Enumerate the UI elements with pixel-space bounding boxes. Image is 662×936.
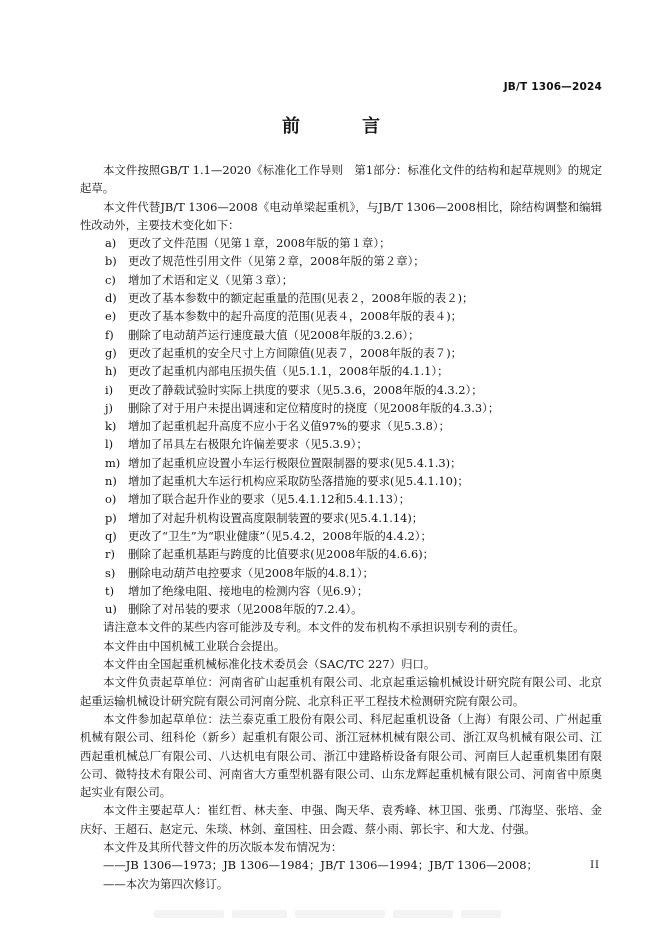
list-item-text: 增加了绝缘电阻、接地电的检测内容（见6.9）； [128, 583, 369, 598]
change-list-item [80, 344, 602, 362]
list-item-text: 更改了基本参数中的起升高度的范围(见表４，2008年版的表４)； [128, 309, 463, 324]
list-item-marker: l) [105, 437, 114, 452]
change-list-item [80, 564, 602, 582]
list-item-text: 更改了“卫生”为“职业健康”（见5.4.2，2008年版的4.4.2）； [128, 528, 432, 543]
document-code-header: JB/T 1306—2024 [503, 81, 602, 93]
list-item-text: 删除电动葫芦电控要求（见2008年版的4.8.1）； [128, 565, 374, 580]
history-item: ——本次为第四次修订。 [103, 876, 229, 891]
change-list-item [80, 417, 602, 435]
change-list-item [80, 454, 602, 472]
list-item-text: 增加了术语和定义（见第３章）； [128, 272, 294, 287]
list-item-text: 更改了规范性引用文件（见第２章，2008年版的第２章）； [128, 254, 425, 269]
change-list-item [80, 472, 602, 490]
change-list-item [80, 545, 602, 563]
paragraph: 请注意本文件的某些内容可能涉及专利。本文件的发布机构不承担识别专利的责任。 [103, 620, 525, 635]
list-item-text: 增加了起重机大车运行机构应采取防坠落措施的要求(见5.4.1.10)； [128, 474, 469, 489]
list-item-marker: a) [105, 236, 117, 251]
list-item-text: 增加了起重机起升高度不应小于名义值97%的要求（见5.3.8）； [128, 419, 450, 434]
list-item-text: 增加了对起升机构设置高度限制装置的要求(见5.4.1.14)； [128, 510, 424, 525]
change-list-item [80, 527, 602, 545]
list-item-marker: e) [105, 309, 117, 324]
paragraph: 本文件负责起草单位：河南省矿山起重机有限公司、北京起重运输机械设计研究院有限公司、北京起重运输机械设计研究院有限公司河南分院、北京科正平工程技术检测研究院有限公司。 [80, 675, 602, 708]
bottom-paragraphs [80, 618, 602, 856]
list-item-text: 增加了吊具左右极限允许偏差要求（见5.3.9）； [128, 437, 368, 452]
list-item-marker: q) [105, 528, 117, 543]
change-list-item [80, 381, 602, 399]
change-list-item [80, 289, 602, 307]
list-item-marker: u) [105, 602, 117, 617]
change-list-item [80, 509, 602, 527]
faint-watermark [150, 906, 510, 920]
change-list-item [80, 234, 602, 252]
change-list-item [80, 252, 602, 270]
list-item-marker: o) [105, 492, 117, 507]
list-item-marker: r) [105, 547, 115, 562]
list-item-text: 增加了联合起升作业的要求（见5.4.1.12和5.4.1.13）； [128, 492, 411, 507]
history-list [80, 856, 602, 893]
list-item-marker: t) [105, 583, 115, 598]
paragraph: 本文件代替JB/T 1306—2008《电动单梁起重机》，与JB/T 1306—2008相比，除结构调整和编辑性改动外，主要技术变化如下： [80, 199, 602, 232]
list-item-text: 更改了基本参数中的额定起重量的范围(见表２，2008年版的表２)； [128, 291, 474, 306]
change-list-item [80, 399, 602, 417]
list-item-marker: j) [105, 400, 113, 415]
list-item-text: 删除了对于用户未提出调速和定位精度时的挠度（见2008年版的4.3.3）； [128, 400, 500, 415]
page-number: II [590, 860, 600, 871]
change-list-item [80, 362, 602, 380]
list-item-text: 删除了电动葫芦运行速度最大值（见2008年版的3.2.6）； [128, 327, 420, 342]
list-item-text: 增加了起重机应设置小车运行极限位置限制器的要求(见5.4.1.3)； [128, 455, 462, 470]
change-list-item [80, 307, 602, 325]
paragraph: 本文件主要起草人：崔红哲、林夫奎、申强、陶天华、袁秀峰、林卫国、张勇、邝海坚、张培、金庆好、王超石、赵定元、朱琰、林剑、童国柱、田会霞、蔡小雨、郭长宇、和大龙、付强。 [80, 803, 602, 836]
paragraph: 本文件由全国起重机械标准化技术委员会（SAC/TC 227）归口。 [103, 657, 436, 672]
list-item-text: 删除了起重机基距与跨度的比值要求(见2008年版的4.6.6)； [128, 547, 435, 562]
paragraph: 本文件按照GB/T 1.1—2020《标准化工作导则 第1部分：标准化文件的结构和起草规则》的规定起草。 [80, 163, 602, 196]
list-item-marker: s) [105, 565, 116, 580]
paragraph: 本文件由中国机械工业联合会提出。 [103, 638, 286, 653]
paragraph: 本文件参加起草单位：法兰泰克重工股份有限公司、科尼起重机设备（上海）有限公司、广州起重机械有限公司、纽科伦（新乡）起重机有限公司、浙江冠林机械有限公司、浙江双鸟机械有限公司、江西起重机械总厂有限公司、八达机电有限公司、浙江中建路桥设备有限公司、河南巨人起重机集团有限公司、微特技术有限公司、河南省大方重型机器有限公司、山东龙辉起重机械有限公司、河南省中原奥起实业有限公司。 [80, 711, 602, 800]
change-list-item [80, 271, 602, 289]
document-body [80, 161, 602, 893]
change-list [80, 234, 602, 618]
list-item-text: 更改了文件范围（见第１章，2008年版的第１章）； [128, 236, 391, 251]
list-item-marker: n) [105, 474, 117, 489]
change-list-item [80, 582, 602, 600]
paragraph: 本文件及其所代替文件的历次版本发布情况为： [103, 839, 343, 854]
list-item-marker: b) [105, 254, 117, 269]
list-item-text: 更改了静载试验时实际上拱度的要求（见5.3.6，2008年版的4.3.2）； [128, 382, 483, 397]
list-item-text: 删除了对吊装的要求（见2008年版的7.2.4）。 [128, 602, 363, 617]
list-item-marker: k) [105, 419, 117, 434]
change-list-item [80, 435, 602, 453]
list-item-marker: d) [105, 291, 117, 306]
change-list-item [80, 600, 602, 618]
history-item: ——JB 1306—1973；JB 1306—1984；JB/T 1306—1994；JB/T 1306—2008； [103, 858, 538, 873]
list-item-marker: p) [105, 510, 117, 525]
list-item-marker: f) [105, 327, 114, 342]
list-item-text: 更改了起重机的安全尺寸上方间隙值(见表７，2008年版的表７)； [128, 345, 463, 360]
list-item-marker: g) [105, 345, 117, 360]
page-title: 前 言 [282, 116, 402, 137]
list-item-marker: c) [105, 272, 116, 287]
change-list-item [80, 326, 602, 344]
change-list-item [80, 490, 602, 508]
list-item-marker: m) [105, 455, 121, 470]
list-item-text: 更改了起重机内部电压损失值（见5.1.1，2008年版的4.1.1）； [128, 364, 449, 379]
list-item-marker: h) [105, 364, 117, 379]
list-item-marker: i) [105, 382, 114, 397]
